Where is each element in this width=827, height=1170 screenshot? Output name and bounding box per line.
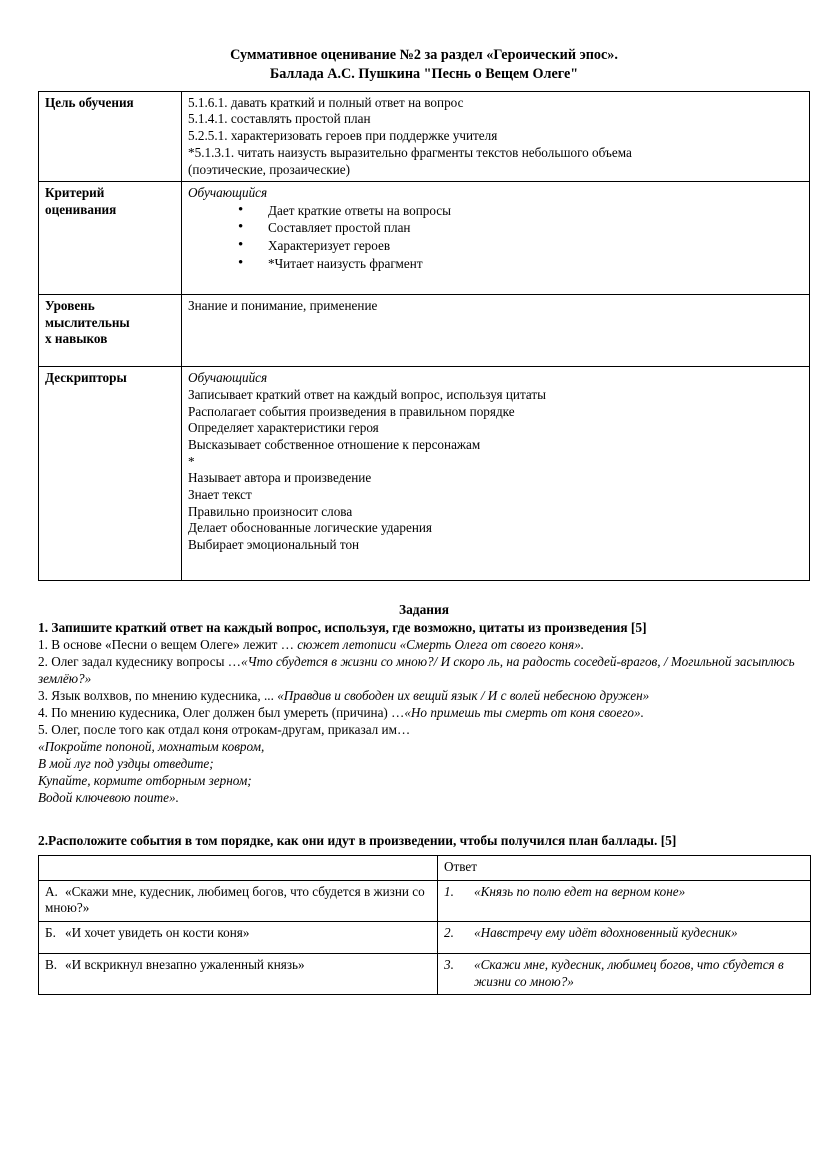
rubric-body-thinking-level — [182, 295, 810, 367]
descriptor-line: Выбирает эмоциональный тон — [188, 537, 360, 552]
thinking-label-line: х навыков — [45, 331, 108, 347]
order-left-text: «Скажи мне, кудесник, любимец богов, что сбудется в жизни со мною?» — [45, 883, 425, 916]
list-item: • Характеризует героев — [238, 237, 804, 255]
descriptor-line: Называет автора и произведение — [188, 470, 372, 486]
descriptor-line: Высказывает собственное отношение к персонажам — [188, 436, 481, 452]
list-item: • *Читает наизусть фрагмент — [238, 255, 804, 273]
objective-line: 5.2.5.1. характеризовать героев при поддержке учителя — [188, 128, 498, 144]
page-title — [38, 0, 810, 84]
rubric-body-descriptors — [182, 367, 810, 581]
list-item: • Составляет простой план — [238, 219, 804, 237]
poem-line: «Покройте попоной, мохнатым ковром, — [38, 739, 265, 755]
descriptors-intro: Обучающийся — [188, 370, 268, 386]
descriptor-line: Располагает события произведения в правильном порядке — [188, 403, 515, 419]
table-header-row — [39, 855, 811, 880]
question-quote: «Правдив и свободен их вещий язык / И с волей небесною дружен» — [277, 688, 650, 704]
tasks-heading: Задания — [399, 601, 449, 617]
rubric-label-descriptors: Дескрипторы — [39, 367, 182, 581]
table-row — [39, 953, 811, 995]
question-quote: «Что сбудется в жизни со мною?/ И скоро ль, на радость соседей-врагов, / Могильной засыплюсь землёю?» — [38, 654, 795, 687]
order-head-answer: Ответ — [438, 855, 811, 880]
order-right-text: «Навстречу ему идёт вдохновенный кудесник» — [474, 925, 738, 941]
poem-line: В мой луг под уздцы отведите; — [38, 755, 214, 771]
objective-line: 5.1.4.1. составлять простой план — [188, 111, 371, 127]
order-right-cell — [438, 953, 811, 995]
objective-line: *5.1.3.1. читать наизусть выразительно фрагменты текстов небольшого объема — [188, 144, 632, 160]
question-plain: 3. Язык волхвов, по мнению кудесника, ... — [38, 688, 278, 704]
question-plain: 2. Олег задал кудеснику вопросы … — [38, 654, 241, 670]
question-item — [38, 705, 810, 722]
criteria-label-word-1: Критерий — [45, 185, 105, 201]
thinking-label-line: мыслительны — [45, 314, 130, 330]
table-row — [39, 367, 810, 581]
order-head-left — [39, 855, 438, 880]
document-page — [38, 0, 810, 995]
order-left-cell — [39, 953, 438, 995]
order-right-num: 2. — [444, 925, 454, 941]
task-2-title: 2.Расположите события в том порядке, как они идут в произведении, чтобы получился план баллады. [5] — [38, 832, 677, 848]
descriptor-line: * — [188, 453, 195, 469]
question-plain: 5. Олег, после того как отдал коня отрокам-другам, приказал им… — [38, 722, 411, 738]
rubric-label-objective: Цель обучения — [39, 91, 182, 181]
table-row — [39, 182, 810, 295]
order-right-text: «Скажи мне, кудесник, любимец богов, что сбудется в жизни со мною?» — [474, 956, 784, 989]
order-table — [38, 855, 811, 996]
question-quote: «Но примешь ты смерть от коня своего». — [404, 705, 644, 721]
order-left-mark: В. — [45, 956, 58, 972]
task-1-question-list — [38, 637, 810, 807]
order-right-text: «Князь по полю едет на верном коне» — [474, 883, 686, 899]
order-right-cell — [438, 922, 811, 954]
criteria-intro: Обучающийся — [188, 185, 268, 201]
question-item — [38, 654, 810, 688]
order-right-cell — [438, 880, 811, 922]
thinking-label-line: Уровень — [45, 298, 95, 314]
table-row — [39, 91, 810, 181]
rubric-label-thinking-level — [39, 295, 182, 367]
task-1-title: 1. Запишите краткий ответ на каждый вопрос, используя, где возможно, цитаты из произведения [5] — [38, 620, 647, 636]
order-left-text: «И хочет увидеть он кости коня» — [65, 925, 250, 941]
objective-line: 5.1.6.1. давать краткий и полный ответ на вопрос — [188, 94, 464, 110]
order-right-num: 1. — [444, 883, 454, 899]
title-line-1: Суммативное оценивание №2 за раздел «Героический эпос». — [230, 47, 618, 63]
order-left-cell — [39, 922, 438, 954]
question-item — [38, 722, 810, 739]
question-item — [38, 688, 810, 705]
question-quote: сюжет летописи «Смерть Олега от своего коня». — [297, 637, 585, 653]
descriptor-line: Определяет характеристики героя — [188, 420, 379, 436]
poem-line: Купайте, кормите отборным зерном; — [38, 772, 252, 788]
order-left-mark: Б. — [45, 925, 56, 941]
question-item — [38, 637, 810, 654]
thinking-level-value: Знание и понимание, применение — [188, 298, 378, 314]
order-left-cell — [39, 880, 438, 922]
descriptor-line: Делает обоснованные логические ударения — [188, 520, 432, 536]
question-plain: 1. В основе «Песни о вещем Олеге» лежит … — [38, 637, 298, 653]
order-left-mark: А. — [45, 883, 58, 899]
order-left-text: «И вскрикнул внезапно ужаленный князь» — [65, 956, 305, 972]
objective-line: (поэтические, прозаические) — [188, 161, 351, 177]
list-item: • Дает краткие ответы на вопросы — [238, 202, 804, 220]
rubric-table — [38, 91, 810, 581]
order-right-num: 3. — [444, 956, 454, 972]
rubric-body-criteria — [182, 182, 810, 295]
criteria-label-word-2: оценивания — [45, 201, 117, 217]
rubric-body-objective — [182, 91, 810, 181]
descriptor-line: Записывает краткий ответ на каждый вопрос, используя цитаты — [188, 386, 547, 402]
table-row — [39, 880, 811, 922]
rubric-label-criteria — [39, 182, 182, 295]
table-row — [39, 922, 811, 954]
question-plain: 4. По мнению кудесника, Олег должен был умереть (причина) … — [38, 705, 405, 721]
poem-line: Водой ключевою поите». — [38, 789, 179, 805]
title-line-2: Баллада А.С. Пушкина "Песнь о Вещем Олеге" — [269, 65, 579, 82]
descriptor-line: Правильно произносит слова — [188, 503, 353, 519]
descriptor-line: Знает текст — [188, 486, 252, 502]
criteria-bullet-list — [188, 202, 804, 272]
table-row — [39, 295, 810, 367]
